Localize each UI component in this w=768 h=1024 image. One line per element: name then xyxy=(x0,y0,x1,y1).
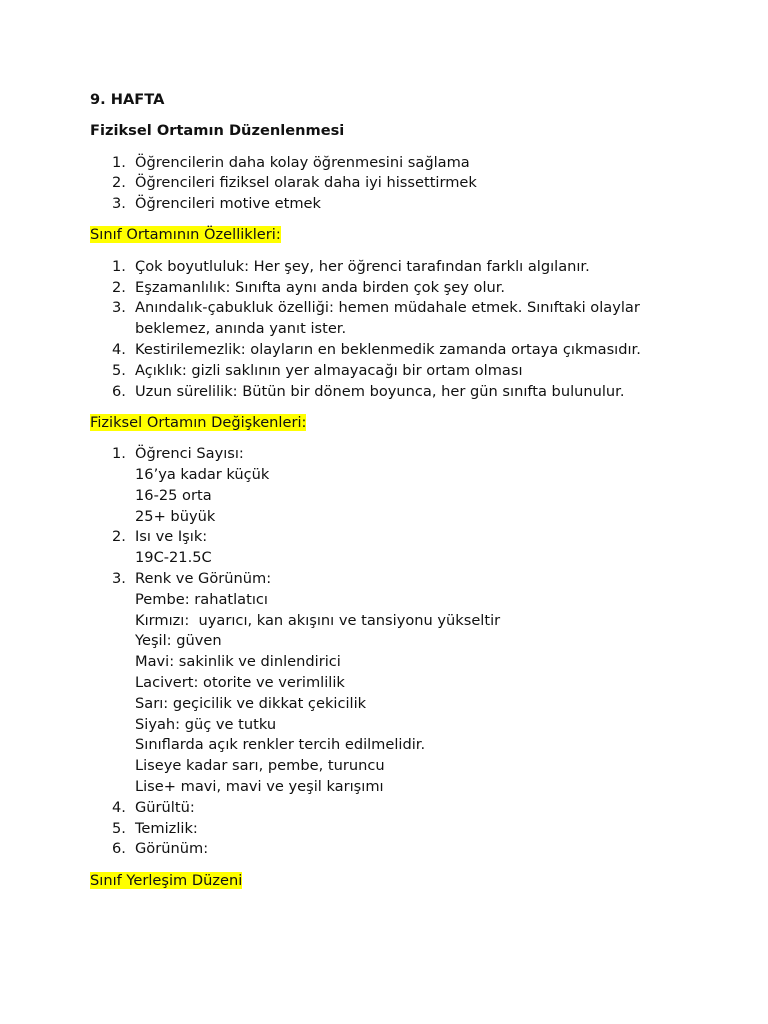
list-item: 6. Uzun sürelilik: Bütün bir dönem boyunca, her gün sınıfta bulunulur. xyxy=(112,382,625,400)
section-heading-environment-variables: Fiziksel Ortamın Değişkenleri: xyxy=(90,413,307,431)
list-item: 3. Öğrencileri motive etmek xyxy=(112,195,321,213)
list-item: 2. Isı ve Işık: 19C-21.5C xyxy=(112,528,212,567)
list-item: 1. Çok boyutluluk: Her şey, her öğrenci tarafından farklı algılanır. xyxy=(112,257,590,275)
list-item: 2. Öğrencileri fiziksel olarak daha iyi hissettirmek xyxy=(112,174,477,192)
document-body xyxy=(90,90,690,891)
list-item: 1. Öğrenci Sayısı: 16’ya kadar küçük 16-25 orta 25+ büyük xyxy=(112,445,270,525)
list-physical-environment xyxy=(90,153,690,215)
section-heading-physical-environment: Fiziksel Ortamın Düzenlenmesi xyxy=(90,122,345,140)
section-heading-class-layout: Sınıf Yerleşim Düzeni xyxy=(90,871,243,889)
list-item: 5. Açıklık: gizli saklının yer almayacağı bir ortam olması xyxy=(112,361,523,379)
list-item: 4. Kestirilemezlik: olayların en beklenmedik zamanda ortaya çıkmasıdır. xyxy=(112,340,641,358)
list-item: 1. Öğrencilerin daha kolay öğrenmesini sağlama xyxy=(112,153,470,171)
list-item: 6. Görünüm: xyxy=(112,840,209,858)
week-title: 9. HAFTA xyxy=(90,91,165,108)
list-item: 4. Gürültü: xyxy=(112,798,195,816)
list-item: 2. Eşzamanlılık: Sınıfta aynı anda birden çok şey olur. xyxy=(112,278,506,296)
list-item: 3. Renk ve Görünüm: Pembe: rahatlatıcı Kırmızı: uyarıcı, kan akışını ve tansiyonu yükseltir Yeşil: güven Mavi: sakinlik ve dinlendirici Lacivert: otorite ve verimlilik Sarı: geçicilik ve dikkat çekicilik Siyah: güç ve tutku Sınıflarda açık renkler tercih edilmelidir. Liseye kadar sarı, pembe, turuncu Lise+ mavi, mavi ve yeşil karışımı xyxy=(112,569,501,795)
list-item: 5. Temizlik: xyxy=(112,819,198,837)
list-item: 3. Anındalık-çabukluk özelliği: hemen müdahale etmek. Sınıftaki olaylar beklemez, anında yanıt ister. xyxy=(112,299,640,338)
list-class-features xyxy=(90,257,690,403)
list-environment-variables xyxy=(90,444,690,860)
section-heading-class-features: Sınıf Ortamının Özellikleri: xyxy=(90,226,281,244)
